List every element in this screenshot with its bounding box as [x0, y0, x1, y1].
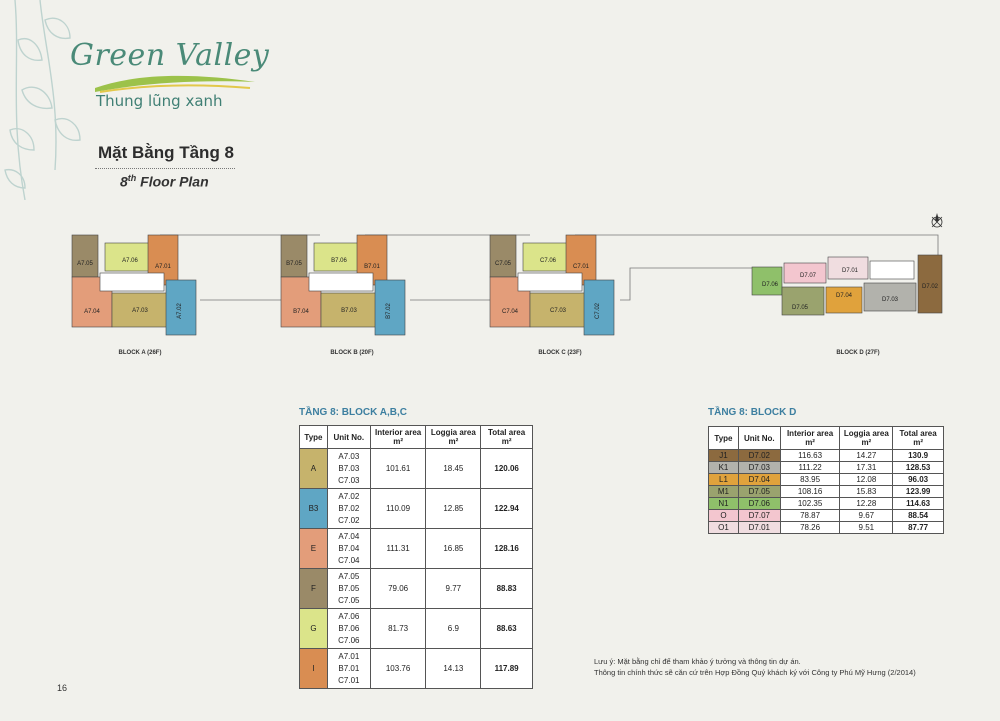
unit-label: D7.03: [881, 297, 899, 303]
unit-no: C7.06: [338, 635, 360, 645]
unit-list-cell: [327, 649, 370, 689]
unit-label: D7.04: [835, 293, 853, 299]
loggia-area-cell: 6.9: [426, 609, 481, 649]
unit-no: B7.04: [338, 543, 360, 553]
interior-area-cell: 111.31: [370, 529, 426, 569]
core-area: [100, 273, 164, 291]
floor-plans: [0, 200, 1000, 370]
total-area-cell: 114.63: [893, 498, 944, 510]
unit-06-area: [752, 267, 782, 295]
core-area: [309, 273, 373, 291]
header-type: Type: [300, 426, 328, 449]
type-cell: A: [300, 449, 328, 489]
total-area-cell: 123.99: [893, 486, 944, 498]
block-b-plan: [281, 235, 405, 335]
type-cell: M1: [709, 486, 739, 498]
interior-area-cell: 108.16: [780, 486, 840, 498]
unit-no-cell: D7.07: [738, 510, 780, 522]
interior-area-cell: 110.09: [370, 489, 426, 529]
block-c-plan: [490, 235, 614, 335]
unit-label: B7.05: [286, 261, 302, 267]
page-number: 16: [57, 683, 68, 693]
unit-label: A7.02: [177, 303, 183, 319]
table-row: [709, 498, 944, 510]
unit-no: C7.01: [338, 675, 360, 685]
unit-no: B7.01: [338, 663, 360, 673]
loggia-area-cell: 9.67: [840, 510, 893, 522]
unit-label: C7.05: [494, 261, 512, 267]
loggia-area-cell: 14.27: [840, 450, 893, 462]
type-cell: I: [300, 649, 328, 689]
header-total-area: Total area m²: [481, 426, 533, 449]
page-subtitle: 8th Floor Plan: [120, 173, 209, 190]
interior-area-cell: 83.95: [780, 474, 840, 486]
block-a-plan: [72, 235, 196, 335]
block-b-label: BLOCK B (20F): [330, 350, 374, 356]
header-interior-area: Interior area m²: [780, 427, 840, 450]
loggia-area-cell: 12.28: [840, 498, 893, 510]
table-row: [300, 609, 533, 649]
header-loggia-area: Loggia area m²: [426, 426, 481, 449]
unit-no-cell: D7.05: [738, 486, 780, 498]
unit-no: A7.06: [338, 611, 360, 621]
unit-no: B7.05: [338, 583, 360, 593]
table-block-d: [708, 426, 944, 534]
loggia-area-cell: 12.08: [840, 474, 893, 486]
unit-06-area: [105, 243, 151, 271]
unit-label: C7.06: [539, 258, 557, 264]
loggia-area-cell: 17.31: [840, 462, 893, 474]
page-title: Mặt Bằng Tầng 8: [98, 143, 235, 162]
unit-no: C7.02: [338, 515, 360, 525]
loggia-area-cell: 12.85: [426, 489, 481, 529]
unit-no: A7.01: [338, 651, 360, 661]
unit-label: D7.05: [791, 305, 809, 311]
interior-area-cell: 103.76: [370, 649, 426, 689]
unit-list-cell: [327, 529, 370, 569]
total-area-cell: 130.9: [893, 450, 944, 462]
total-area-cell: 88.83: [481, 569, 533, 609]
header-unit-no: Unit No.: [738, 427, 780, 450]
type-cell: E: [300, 529, 328, 569]
compass-icon: [932, 213, 942, 227]
note-line-1: Lưu ý: Mặt bằng chỉ để tham khảo ý tưởng và thông tin dự án.: [594, 657, 801, 666]
total-area-cell: 88.63: [481, 609, 533, 649]
block-d-plan: [752, 255, 942, 315]
table-d-title: TẦNG 8: BLOCK D: [708, 407, 797, 418]
interior-area-cell: 111.22: [780, 462, 840, 474]
unit-no-cell: D7.06: [738, 498, 780, 510]
table-row: [709, 510, 944, 522]
total-area-cell: 128.16: [481, 529, 533, 569]
table-block-abc: [299, 425, 533, 689]
table-row: [300, 529, 533, 569]
unit-label: C7.04: [501, 309, 519, 315]
unit-05-area: [490, 235, 516, 277]
type-cell: G: [300, 609, 328, 649]
core-area: [870, 261, 914, 279]
table-header-row: [300, 426, 533, 449]
unit-list-cell: [327, 569, 370, 609]
unit-label: B7.03: [341, 308, 357, 314]
unit-label: A7.04: [84, 309, 100, 315]
table-header-row: [709, 427, 944, 450]
total-area-cell: 117.89: [481, 649, 533, 689]
header-loggia-area: Loggia area m²: [840, 427, 893, 450]
note-line-2: Thông tin chính thức sẽ căn cứ trên Hợp Đồng Quý khách ký với Công ty Phú Mỹ Hưng (2/2014): [594, 668, 916, 677]
block-c-label: BLOCK C (23F): [538, 350, 582, 356]
unit-no-cell: D7.01: [738, 522, 780, 534]
interior-area-cell: 101.61: [370, 449, 426, 489]
unit-no-cell: D7.04: [738, 474, 780, 486]
unit-label: B7.01: [364, 264, 380, 270]
type-cell: L1: [709, 474, 739, 486]
total-area-cell: 87.77: [893, 522, 944, 534]
unit-05-area: [281, 235, 307, 277]
core-area: [518, 273, 582, 291]
unit-list-cell: [327, 489, 370, 529]
unit-list-cell: [327, 449, 370, 489]
logo-title: Green Valley: [70, 38, 270, 73]
floor-plan-drawing: [0, 200, 1000, 370]
unit-no: B7.02: [338, 503, 360, 513]
type-cell: K1: [709, 462, 739, 474]
interior-area-cell: 102.35: [780, 498, 840, 510]
unit-label: A7.03: [132, 308, 148, 314]
type-cell: N1: [709, 498, 739, 510]
unit-label: D7.07: [799, 273, 817, 279]
unit-no-cell: D7.03: [738, 462, 780, 474]
total-area-cell: 122.94: [481, 489, 533, 529]
unit-04-area: [826, 287, 862, 313]
unit-label: B7.04: [293, 309, 309, 315]
table-row: [709, 486, 944, 498]
table-row: [300, 449, 533, 489]
interior-area-cell: 116.63: [780, 450, 840, 462]
interior-area-cell: 81.73: [370, 609, 426, 649]
unit-no: C7.05: [338, 595, 360, 605]
unit-label: C7.02: [595, 302, 601, 320]
type-cell: B3: [300, 489, 328, 529]
unit-label: D7.01: [841, 268, 859, 274]
unit-no: A7.04: [338, 531, 360, 541]
header-interior-area: Interior area m²: [370, 426, 426, 449]
total-area-cell: 96.03: [893, 474, 944, 486]
header-type: Type: [709, 427, 739, 450]
total-area-cell: 120.06: [481, 449, 533, 489]
leaf-decoration-icon: [0, 0, 110, 200]
unit-no: A7.03: [338, 451, 360, 461]
loggia-area-cell: 9.51: [840, 522, 893, 534]
loggia-area-cell: 15.83: [840, 486, 893, 498]
unit-label: B7.06: [331, 258, 347, 264]
table-row: [709, 474, 944, 486]
header-unit-no: Unit No.: [327, 426, 370, 449]
table-row: [709, 450, 944, 462]
unit-label: A7.06: [122, 258, 138, 264]
loggia-area-cell: 14.13: [426, 649, 481, 689]
unit-label: C7.01: [572, 264, 590, 270]
unit-label: B7.02: [386, 303, 392, 319]
loggia-area-cell: 16.85: [426, 529, 481, 569]
unit-no: B7.03: [338, 463, 360, 473]
unit-no: A7.05: [338, 571, 360, 581]
type-cell: J1: [709, 450, 739, 462]
unit-label: A7.01: [155, 264, 171, 270]
unit-06-area: [523, 243, 569, 271]
unit-label: C7.03: [549, 308, 567, 314]
table-row: [300, 489, 533, 529]
table-abc-title: TẦNG 8: BLOCK A,B,C: [299, 407, 407, 418]
interior-area-cell: 78.87: [780, 510, 840, 522]
unit-05-area: [72, 235, 98, 277]
unit-label: A7.05: [77, 261, 93, 267]
unit-label: D7.02: [921, 284, 939, 290]
loggia-area-cell: 9.77: [426, 569, 481, 609]
unit-no: C7.03: [338, 475, 360, 485]
block-a-label: BLOCK A (26F): [118, 350, 162, 356]
type-cell: O: [709, 510, 739, 522]
logo-subtitle: Thung lũng xanh: [96, 92, 223, 110]
disclaimer-note: [594, 656, 916, 678]
unit-no: B7.06: [338, 623, 360, 633]
table-row: [709, 522, 944, 534]
title-divider: [95, 168, 235, 169]
unit-06-area: [314, 243, 360, 271]
type-cell: F: [300, 569, 328, 609]
unit-list-cell: [327, 609, 370, 649]
header-total-area: Total area m²: [893, 427, 944, 450]
interior-area-cell: 79.06: [370, 569, 426, 609]
unit-no-cell: D7.02: [738, 450, 780, 462]
unit-label: D7.06: [761, 282, 779, 288]
table-row: [300, 649, 533, 689]
table-row: [300, 569, 533, 609]
block-d-label: BLOCK D (27F): [836, 350, 880, 356]
interior-area-cell: 78.26: [780, 522, 840, 534]
unit-no: C7.04: [338, 555, 360, 565]
loggia-area-cell: 18.45: [426, 449, 481, 489]
table-row: [709, 462, 944, 474]
total-area-cell: 88.54: [893, 510, 944, 522]
unit-no: A7.02: [338, 491, 360, 501]
total-area-cell: 128.53: [893, 462, 944, 474]
type-cell: O1: [709, 522, 739, 534]
